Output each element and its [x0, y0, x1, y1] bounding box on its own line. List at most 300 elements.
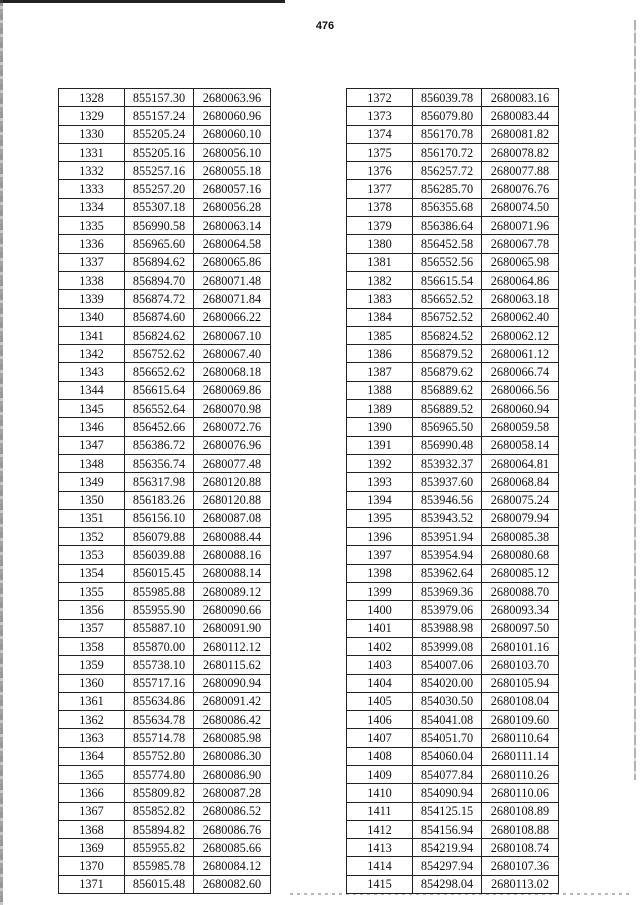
x-coordinate-cell: 856317.98: [125, 473, 194, 491]
table-row: [59, 418, 271, 436]
y-coordinate-cell: 2680074.50: [482, 198, 559, 216]
x-coordinate-cell: 856615.64: [125, 381, 194, 399]
x-coordinate-cell: 854090.94: [413, 784, 482, 802]
table-row: [347, 802, 559, 820]
y-coordinate-cell: 2680067.40: [194, 345, 271, 363]
table-row: [59, 747, 271, 765]
y-coordinate-cell: 2680067.78: [482, 235, 559, 253]
point-number-cell: 1369: [59, 839, 125, 857]
table-row: [347, 454, 559, 472]
table-row: [59, 271, 271, 289]
point-number-cell: 1346: [59, 418, 125, 436]
table-row: [59, 528, 271, 546]
y-coordinate-cell: 2680069.86: [194, 381, 271, 399]
point-number-cell: 1348: [59, 454, 125, 472]
x-coordinate-cell: 853932.37: [413, 454, 482, 472]
x-coordinate-cell: 854030.50: [413, 692, 482, 710]
table-row: [347, 198, 559, 216]
y-coordinate-cell: 2680087.08: [194, 509, 271, 527]
point-number-cell: 1354: [59, 564, 125, 582]
point-number-cell: 1366: [59, 784, 125, 802]
y-coordinate-cell: 2680072.76: [194, 418, 271, 436]
table-row: [347, 637, 559, 655]
x-coordinate-cell: 856990.58: [125, 217, 194, 235]
y-coordinate-cell: 2680065.98: [482, 253, 559, 271]
y-coordinate-cell: 2680086.42: [194, 711, 271, 729]
coordinates-table-left: [58, 88, 271, 894]
x-coordinate-cell: 856889.62: [413, 381, 482, 399]
x-coordinate-cell: 856079.80: [413, 107, 482, 125]
y-coordinate-cell: 2680090.66: [194, 601, 271, 619]
x-coordinate-cell: 855714.78: [125, 729, 194, 747]
table-row: [347, 711, 559, 729]
table-row: [59, 180, 271, 198]
x-coordinate-cell: 855205.24: [125, 125, 194, 143]
y-coordinate-cell: 2680057.16: [194, 180, 271, 198]
point-number-cell: 1347: [59, 436, 125, 454]
table-row: [347, 162, 559, 180]
table-row: [347, 473, 559, 491]
table-row: [59, 729, 271, 747]
point-number-cell: 1340: [59, 308, 125, 326]
point-number-cell: 1410: [347, 784, 413, 802]
table-row: [59, 765, 271, 783]
x-coordinate-cell: 854051.70: [413, 729, 482, 747]
x-coordinate-cell: 853951.94: [413, 528, 482, 546]
x-coordinate-cell: 856615.54: [413, 271, 482, 289]
y-coordinate-cell: 2680062.40: [482, 308, 559, 326]
y-coordinate-cell: 2680110.64: [482, 729, 559, 747]
x-coordinate-cell: 856824.62: [125, 326, 194, 344]
y-coordinate-cell: 2680093.34: [482, 601, 559, 619]
y-coordinate-cell: 2680086.76: [194, 820, 271, 838]
x-coordinate-cell: 856752.52: [413, 308, 482, 326]
y-coordinate-cell: 2680111.14: [482, 747, 559, 765]
y-coordinate-cell: 2680071.48: [194, 271, 271, 289]
x-coordinate-cell: 854125.15: [413, 802, 482, 820]
x-coordinate-cell: 856170.78: [413, 125, 482, 143]
point-number-cell: 1392: [347, 454, 413, 472]
table-row: [347, 107, 559, 125]
y-coordinate-cell: 2680068.84: [482, 473, 559, 491]
y-coordinate-cell: 2680088.70: [482, 583, 559, 601]
point-number-cell: 1367: [59, 802, 125, 820]
y-coordinate-cell: 2680080.68: [482, 546, 559, 564]
y-coordinate-cell: 2680066.56: [482, 381, 559, 399]
point-number-cell: 1391: [347, 436, 413, 454]
point-number-cell: 1399: [347, 583, 413, 601]
page-number: 476: [315, 20, 335, 32]
x-coordinate-cell: 855157.24: [125, 107, 194, 125]
table-row: [347, 363, 559, 381]
point-number-cell: 1389: [347, 400, 413, 418]
point-number-cell: 1352: [59, 528, 125, 546]
point-number-cell: 1360: [59, 674, 125, 692]
point-number-cell: 1343: [59, 363, 125, 381]
y-coordinate-cell: 2680090.94: [194, 674, 271, 692]
y-coordinate-cell: 2680077.48: [194, 454, 271, 472]
x-coordinate-cell: 856355.68: [413, 198, 482, 216]
point-number-cell: 1349: [59, 473, 125, 491]
x-coordinate-cell: 856079.88: [125, 528, 194, 546]
y-coordinate-cell: 2680077.88: [482, 162, 559, 180]
point-number-cell: 1390: [347, 418, 413, 436]
table-row: [59, 125, 271, 143]
point-number-cell: 1372: [347, 89, 413, 107]
point-number-cell: 1414: [347, 857, 413, 875]
point-number-cell: 1365: [59, 765, 125, 783]
table-row: [347, 583, 559, 601]
point-number-cell: 1344: [59, 381, 125, 399]
table-row: [347, 839, 559, 857]
table-row: [347, 326, 559, 344]
y-coordinate-cell: 2680081.82: [482, 125, 559, 143]
y-coordinate-cell: 2680105.94: [482, 674, 559, 692]
x-coordinate-cell: 856452.66: [125, 418, 194, 436]
point-number-cell: 1363: [59, 729, 125, 747]
table-row: [59, 637, 271, 655]
y-coordinate-cell: 2680091.90: [194, 619, 271, 637]
point-number-cell: 1333: [59, 180, 125, 198]
y-coordinate-cell: 2680060.94: [482, 400, 559, 418]
x-coordinate-cell: 856170.72: [413, 143, 482, 161]
y-coordinate-cell: 2680097.50: [482, 619, 559, 637]
point-number-cell: 1398: [347, 564, 413, 582]
table-row: [59, 839, 271, 857]
x-coordinate-cell: 855634.78: [125, 711, 194, 729]
point-number-cell: 1384: [347, 308, 413, 326]
x-coordinate-cell: 855852.82: [125, 802, 194, 820]
table-row: [59, 162, 271, 180]
x-coordinate-cell: 854298.04: [413, 875, 482, 893]
table-row: [59, 674, 271, 692]
table-row: [347, 857, 559, 875]
point-number-cell: 1370: [59, 857, 125, 875]
x-coordinate-cell: 855157.30: [125, 89, 194, 107]
x-coordinate-cell: 856039.78: [413, 89, 482, 107]
y-coordinate-cell: 2680110.26: [482, 765, 559, 783]
y-coordinate-cell: 2680086.30: [194, 747, 271, 765]
point-number-cell: 1403: [347, 656, 413, 674]
x-coordinate-cell: 856965.60: [125, 235, 194, 253]
point-number-cell: 1364: [59, 747, 125, 765]
x-coordinate-cell: 853988.98: [413, 619, 482, 637]
x-coordinate-cell: 856452.58: [413, 235, 482, 253]
x-coordinate-cell: 854219.94: [413, 839, 482, 857]
y-coordinate-cell: 2680076.76: [482, 180, 559, 198]
point-number-cell: 1358: [59, 637, 125, 655]
table-row: [347, 436, 559, 454]
table-row: [347, 180, 559, 198]
point-number-cell: 1380: [347, 235, 413, 253]
y-coordinate-cell: 2680108.04: [482, 692, 559, 710]
x-coordinate-cell: 854020.00: [413, 674, 482, 692]
x-coordinate-cell: 855955.82: [125, 839, 194, 857]
point-number-cell: 1408: [347, 747, 413, 765]
point-number-cell: 1330: [59, 125, 125, 143]
point-number-cell: 1357: [59, 619, 125, 637]
y-coordinate-cell: 2680085.38: [482, 528, 559, 546]
point-number-cell: 1353: [59, 546, 125, 564]
y-coordinate-cell: 2680061.12: [482, 345, 559, 363]
table-row: [347, 820, 559, 838]
table-row: [59, 820, 271, 838]
table-row: [59, 326, 271, 344]
table-row: [59, 711, 271, 729]
table-row: [347, 765, 559, 783]
table-row: [59, 436, 271, 454]
y-coordinate-cell: 2680084.12: [194, 857, 271, 875]
point-number-cell: 1405: [347, 692, 413, 710]
x-coordinate-cell: 853962.64: [413, 564, 482, 582]
x-coordinate-cell: 856752.62: [125, 345, 194, 363]
y-coordinate-cell: 2680085.12: [482, 564, 559, 582]
table-row: [59, 400, 271, 418]
y-coordinate-cell: 2680087.28: [194, 784, 271, 802]
x-coordinate-cell: 854077.84: [413, 765, 482, 783]
y-coordinate-cell: 2680113.02: [482, 875, 559, 893]
table-row: [347, 381, 559, 399]
x-coordinate-cell: 856285.70: [413, 180, 482, 198]
x-coordinate-cell: 856889.52: [413, 400, 482, 418]
y-coordinate-cell: 2680060.10: [194, 125, 271, 143]
point-number-cell: 1387: [347, 363, 413, 381]
y-coordinate-cell: 2680068.18: [194, 363, 271, 381]
y-coordinate-cell: 2680108.74: [482, 839, 559, 857]
table-row: [59, 473, 271, 491]
table-row: [59, 546, 271, 564]
point-number-cell: 1361: [59, 692, 125, 710]
y-coordinate-cell: 2680063.14: [194, 217, 271, 235]
y-coordinate-cell: 2680063.96: [194, 89, 271, 107]
x-coordinate-cell: 855955.90: [125, 601, 194, 619]
x-coordinate-cell: 854156.94: [413, 820, 482, 838]
table-row: [59, 601, 271, 619]
point-number-cell: 1359: [59, 656, 125, 674]
table-row: [59, 491, 271, 509]
point-number-cell: 1379: [347, 217, 413, 235]
y-coordinate-cell: 2680064.86: [482, 271, 559, 289]
x-coordinate-cell: 855634.86: [125, 692, 194, 710]
table-row: [347, 528, 559, 546]
y-coordinate-cell: 2680066.22: [194, 308, 271, 326]
x-coordinate-cell: 855717.16: [125, 674, 194, 692]
point-number-cell: 1382: [347, 271, 413, 289]
x-coordinate-cell: 856874.72: [125, 290, 194, 308]
table-row: [347, 400, 559, 418]
x-coordinate-cell: 856879.62: [413, 363, 482, 381]
x-coordinate-cell: 856386.72: [125, 436, 194, 454]
y-coordinate-cell: 2680091.42: [194, 692, 271, 710]
y-coordinate-cell: 2680070.98: [194, 400, 271, 418]
point-number-cell: 1407: [347, 729, 413, 747]
x-coordinate-cell: 853946.56: [413, 491, 482, 509]
x-coordinate-cell: 856156.10: [125, 509, 194, 527]
table-row: [347, 125, 559, 143]
table-row: [347, 564, 559, 582]
point-number-cell: 1396: [347, 528, 413, 546]
x-coordinate-cell: 856894.70: [125, 271, 194, 289]
y-coordinate-cell: 2680120.88: [194, 473, 271, 491]
y-coordinate-cell: 2680060.96: [194, 107, 271, 125]
table-row: [347, 674, 559, 692]
point-number-cell: 1402: [347, 637, 413, 655]
y-coordinate-cell: 2680062.12: [482, 326, 559, 344]
y-coordinate-cell: 2680076.96: [194, 436, 271, 454]
table-row: [59, 253, 271, 271]
x-coordinate-cell: 856039.88: [125, 546, 194, 564]
x-coordinate-cell: 855738.10: [125, 656, 194, 674]
x-coordinate-cell: 853999.08: [413, 637, 482, 655]
x-coordinate-cell: 856552.56: [413, 253, 482, 271]
y-coordinate-cell: 2680112.12: [194, 637, 271, 655]
table-row: [347, 253, 559, 271]
y-coordinate-cell: 2680083.44: [482, 107, 559, 125]
y-coordinate-cell: 2680058.14: [482, 436, 559, 454]
scan-edge-right: [634, 20, 636, 780]
table-row: [59, 509, 271, 527]
point-number-cell: 1397: [347, 546, 413, 564]
point-number-cell: 1368: [59, 820, 125, 838]
point-number-cell: 1401: [347, 619, 413, 637]
x-coordinate-cell: 856015.45: [125, 564, 194, 582]
y-coordinate-cell: 2680065.86: [194, 253, 271, 271]
x-coordinate-cell: 856965.50: [413, 418, 482, 436]
x-coordinate-cell: 856015.48: [125, 875, 194, 893]
point-number-cell: 1395: [347, 509, 413, 527]
point-number-cell: 1412: [347, 820, 413, 838]
x-coordinate-cell: 856879.52: [413, 345, 482, 363]
y-coordinate-cell: 2680109.60: [482, 711, 559, 729]
table-row: [59, 802, 271, 820]
table-row: [59, 564, 271, 582]
table-row: [347, 271, 559, 289]
x-coordinate-cell: 853943.52: [413, 509, 482, 527]
point-number-cell: 1362: [59, 711, 125, 729]
y-coordinate-cell: 2680056.28: [194, 198, 271, 216]
table-row: [347, 656, 559, 674]
table-row: [347, 509, 559, 527]
y-coordinate-cell: 2680082.60: [194, 875, 271, 893]
y-coordinate-cell: 2680067.10: [194, 326, 271, 344]
table-row: [347, 491, 559, 509]
y-coordinate-cell: 2680075.24: [482, 491, 559, 509]
table-row: [59, 290, 271, 308]
point-number-cell: 1388: [347, 381, 413, 399]
point-number-cell: 1371: [59, 875, 125, 893]
y-coordinate-cell: 2680108.89: [482, 802, 559, 820]
y-coordinate-cell: 2680107.36: [482, 857, 559, 875]
point-number-cell: 1383: [347, 290, 413, 308]
x-coordinate-cell: 853969.36: [413, 583, 482, 601]
y-coordinate-cell: 2680086.52: [194, 802, 271, 820]
y-coordinate-cell: 2680071.96: [482, 217, 559, 235]
point-number-cell: 1337: [59, 253, 125, 271]
table-row: [347, 619, 559, 637]
x-coordinate-cell: 855205.16: [125, 143, 194, 161]
table-row: [347, 418, 559, 436]
x-coordinate-cell: 855774.80: [125, 765, 194, 783]
y-coordinate-cell: 2680085.66: [194, 839, 271, 857]
point-number-cell: 1338: [59, 271, 125, 289]
table-row: [59, 308, 271, 326]
x-coordinate-cell: 856874.60: [125, 308, 194, 326]
point-number-cell: 1406: [347, 711, 413, 729]
table-row: [59, 857, 271, 875]
point-number-cell: 1413: [347, 839, 413, 857]
point-number-cell: 1411: [347, 802, 413, 820]
y-coordinate-cell: 2680108.88: [482, 820, 559, 838]
point-number-cell: 1393: [347, 473, 413, 491]
table-row: [347, 89, 559, 107]
y-coordinate-cell: 2680089.12: [194, 583, 271, 601]
x-coordinate-cell: 856356.74: [125, 454, 194, 472]
point-number-cell: 1328: [59, 89, 125, 107]
table-row: [347, 217, 559, 235]
table-row: [59, 217, 271, 235]
point-number-cell: 1336: [59, 235, 125, 253]
x-coordinate-cell: 855985.78: [125, 857, 194, 875]
y-coordinate-cell: 2680078.82: [482, 143, 559, 161]
y-coordinate-cell: 2680079.94: [482, 509, 559, 527]
table-row: [347, 747, 559, 765]
scan-edge-left: [0, 0, 3, 905]
x-coordinate-cell: 853954.94: [413, 546, 482, 564]
y-coordinate-cell: 2680110.06: [482, 784, 559, 802]
table-row: [59, 784, 271, 802]
x-coordinate-cell: 855752.80: [125, 747, 194, 765]
point-number-cell: 1356: [59, 601, 125, 619]
x-coordinate-cell: 855870.00: [125, 637, 194, 655]
x-coordinate-cell: 855257.20: [125, 180, 194, 198]
x-coordinate-cell: 853937.60: [413, 473, 482, 491]
table-row: [59, 583, 271, 601]
point-number-cell: 1329: [59, 107, 125, 125]
point-number-cell: 1381: [347, 253, 413, 271]
table-row: [347, 235, 559, 253]
x-coordinate-cell: 855307.18: [125, 198, 194, 216]
x-coordinate-cell: 854041.08: [413, 711, 482, 729]
x-coordinate-cell: 853979.06: [413, 601, 482, 619]
point-number-cell: 1377: [347, 180, 413, 198]
point-number-cell: 1332: [59, 162, 125, 180]
y-coordinate-cell: 2680103.70: [482, 656, 559, 674]
point-number-cell: 1355: [59, 583, 125, 601]
point-number-cell: 1374: [347, 125, 413, 143]
point-number-cell: 1385: [347, 326, 413, 344]
y-coordinate-cell: 2680083.16: [482, 89, 559, 107]
x-coordinate-cell: 856386.64: [413, 217, 482, 235]
point-number-cell: 1378: [347, 198, 413, 216]
x-coordinate-cell: 856824.52: [413, 326, 482, 344]
x-coordinate-cell: 856183.26: [125, 491, 194, 509]
table-row: [347, 729, 559, 747]
point-number-cell: 1339: [59, 290, 125, 308]
table-row: [59, 619, 271, 637]
point-number-cell: 1375: [347, 143, 413, 161]
point-number-cell: 1342: [59, 345, 125, 363]
point-number-cell: 1400: [347, 601, 413, 619]
y-coordinate-cell: 2680056.10: [194, 143, 271, 161]
y-coordinate-cell: 2680115.62: [194, 656, 271, 674]
point-number-cell: 1373: [347, 107, 413, 125]
y-coordinate-cell: 2680064.58: [194, 235, 271, 253]
y-coordinate-cell: 2680086.90: [194, 765, 271, 783]
point-number-cell: 1350: [59, 491, 125, 509]
point-number-cell: 1409: [347, 765, 413, 783]
table-row: [347, 143, 559, 161]
x-coordinate-cell: 854007.06: [413, 656, 482, 674]
